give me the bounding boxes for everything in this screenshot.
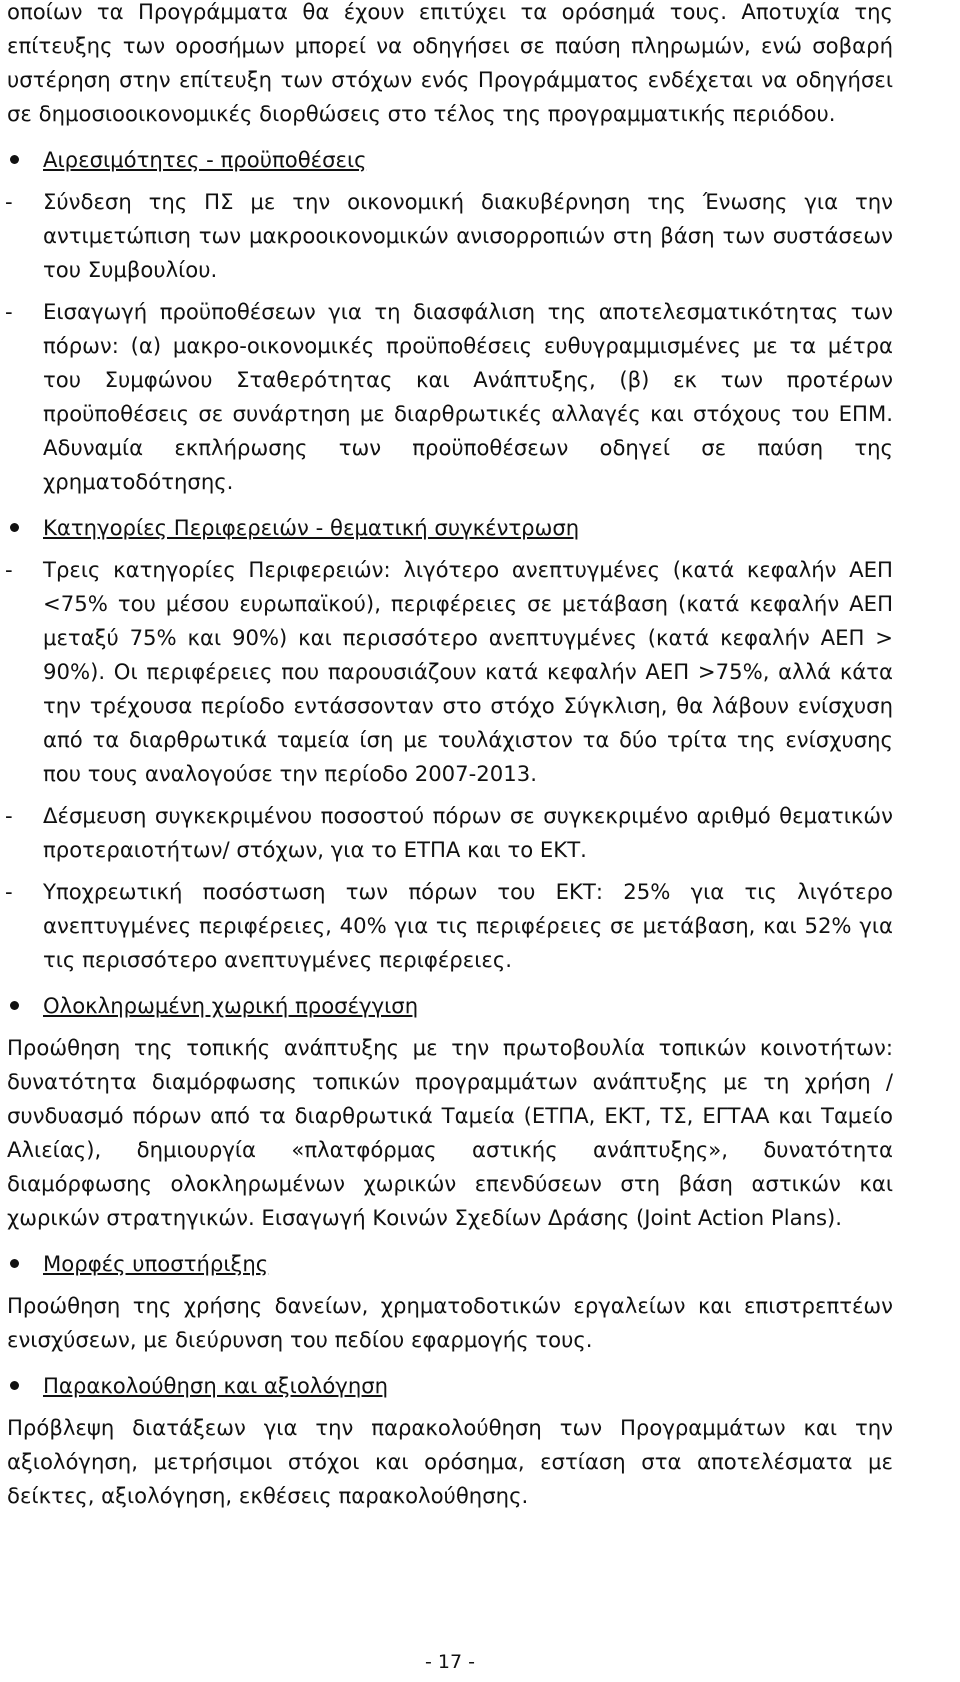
- dash-item-text: Σύνδεση της ΠΣ με την οικονομική διακυβέρνηση της Ένωσης για την αντιμετώπιση των μακροοικονομικών ανισορροπιών στη βάση των συστάσεων του Συμβουλίου.: [43, 189, 893, 282]
- section-title: Κατηγορίες Περιφερειών - θεματική συγκέντρωση: [43, 515, 580, 540]
- dash-list-item: [0, 799, 960, 867]
- dash-icon: -: [5, 803, 13, 828]
- dash-item-text: Εισαγωγή προϋποθέσεων για τη διασφάλιση της αποτελεσματικότητας των πόρων: (α) μακρο-οικονομικές προϋποθέσεις ευθυγραμμισμένες με τα μέτρα του Συμφώνου Σταθερότητας και Ανάπτυξης, (β) εκ των προτέρων προϋποθέσεις σε συνάρτηση με διαρθρωτικές αλλαγές και στόχους του ΕΠΜ. Αδυναμία εκπλήρωσης των προϋποθέσεων οδηγεί σε παύση της χρηματοδότησης.: [43, 299, 893, 494]
- section-heading-support-forms: [0, 1247, 960, 1281]
- section-heading-conditionalities: [0, 143, 960, 177]
- dash-list-item: [0, 295, 960, 499]
- dash-item-text: Τρεις κατηγορίες Περιφερειών: λιγότερο ανεπτυγμένες (κατά κεφαλήν ΑΕΠ <75% του μέσου ευρωπαϊκού), περιφέρειες σε μετάβαση (κατά κεφαλήν ΑΕΠ μεταξύ 75% και 90%) και περισσότερο ανεπτυγμένες (κατά κεφαλήν ΑΕΠ > 90%). Οι περιφέρειες που παρουσιάζουν κατά κεφαλήν ΑΕΠ >75%, αλλά κάτα την τρέχουσα περίοδο εντάσσονταν στο στόχο Σύγκλιση, θα λάβουν ενίσχυση από τα διαρθρωτικά ταμεία ίση με τουλάχιστον τα δύο τρίτα της ενίσχυσης που τους αναλογούσε την περίοδο 2007-2013.: [43, 557, 893, 786]
- section-paragraph: Πρόβλεψη διατάξεων για την παρακολούθηση των Προγραμμάτων και την αξιολόγηση, μετρήσιμοι στόχοι και ορόσημα, εστίαση στα αποτελέσματα με δείκτες, αξιολόγηση, εκθέσεις παρακολούθησης.: [7, 1415, 893, 1508]
- section-heading-region-categories: [0, 511, 960, 545]
- dash-list-item: [0, 875, 960, 977]
- bullet-icon: [10, 1001, 19, 1010]
- section-heading-territorial-approach: [0, 989, 960, 1023]
- dash-icon: -: [5, 879, 13, 904]
- dash-icon: -: [5, 189, 13, 214]
- bullet-icon: [10, 523, 19, 532]
- section-paragraph: Προώθηση της τοπικής ανάπτυξης με την πρωτοβουλία τοπικών κοινοτήτων: δυνατότητα διαμόρφωσης τοπικών προγραμμάτων ανάπτυξης με τη χρήση /συνδυασμό πόρων από τα διαρθρωτικά Ταμεία (ΕΤΠΑ, ΕΚΤ, ΤΣ, ΕΓΤΑΑ και Ταμείο Αλιείας), δημιουργία «πλατφόρμας αστικής ανάπτυξης», δυνατότητα διαμόρφωσης ολοκληρωμένων χωρικών επενδύσεων στη βάση αστικών και χωρικών στρατηγικών. Εισαγωγή Κοινών Σχεδίων Δράσης (Joint Action Plans).: [7, 1035, 893, 1230]
- bullet-icon: [10, 1259, 19, 1268]
- dash-list-item: [0, 185, 960, 287]
- dash-item-text: Δέσμευση συγκεκριμένου ποσοστού πόρων σε συγκεκριμένο αριθμό θεματικών προτεραιοτήτων/ στόχων, για το ΕΤΠΑ και το ΕΚΤ.: [43, 803, 893, 862]
- dash-icon: -: [5, 299, 13, 324]
- section-title: Ολοκληρωμένη χωρική προσέγγιση: [43, 993, 419, 1018]
- section-heading-monitoring: [0, 1369, 960, 1403]
- intro-paragraph: οποίων τα Προγράμματα θα έχουν επιτύχει τα ορόσημά τους. Αποτυχία της επίτευξης των οροσήμων μπορεί να οδηγήσει σε παύση πληρωμών, ενώ σοβαρή υστέρηση στην επίτευξη των στόχων ενός Προγράμματος ενδέχεται να οδηγήσει σε δημοσιοοικονομικές διορθώσεις στο τέλος της προγραμματικής περιόδου.: [7, 0, 893, 126]
- dash-icon: -: [5, 557, 13, 582]
- bullet-icon: [10, 155, 19, 164]
- section-title: Αιρεσιμότητες - προϋποθέσεις: [43, 147, 367, 172]
- section-paragraph: Προώθηση της χρήσης δανείων, χρηματοδοτικών εργαλείων και επιστρεπτέων ενισχύσεων, με διεύρυνση του πεδίου εφαρμογής τους.: [7, 1293, 893, 1352]
- bullet-icon: [10, 1381, 19, 1390]
- dash-list-item: [0, 553, 960, 791]
- dash-item-text: Υποχρεωτική ποσόστωση των πόρων του ΕΚΤ: 25% για τις λιγότερο ανεπτυγμένες περιφέρειες, 40% για τις περιφέρειες σε μετάβαση, και 52% για τις περισσότερο ανεπτυγμένες περιφέρειες.: [43, 879, 893, 972]
- page-number: - 17 -: [425, 1651, 475, 1673]
- section-title: Μορφές υποστήριξης: [43, 1251, 269, 1276]
- section-title: Παρακολούθηση και αξιολόγηση: [43, 1373, 389, 1398]
